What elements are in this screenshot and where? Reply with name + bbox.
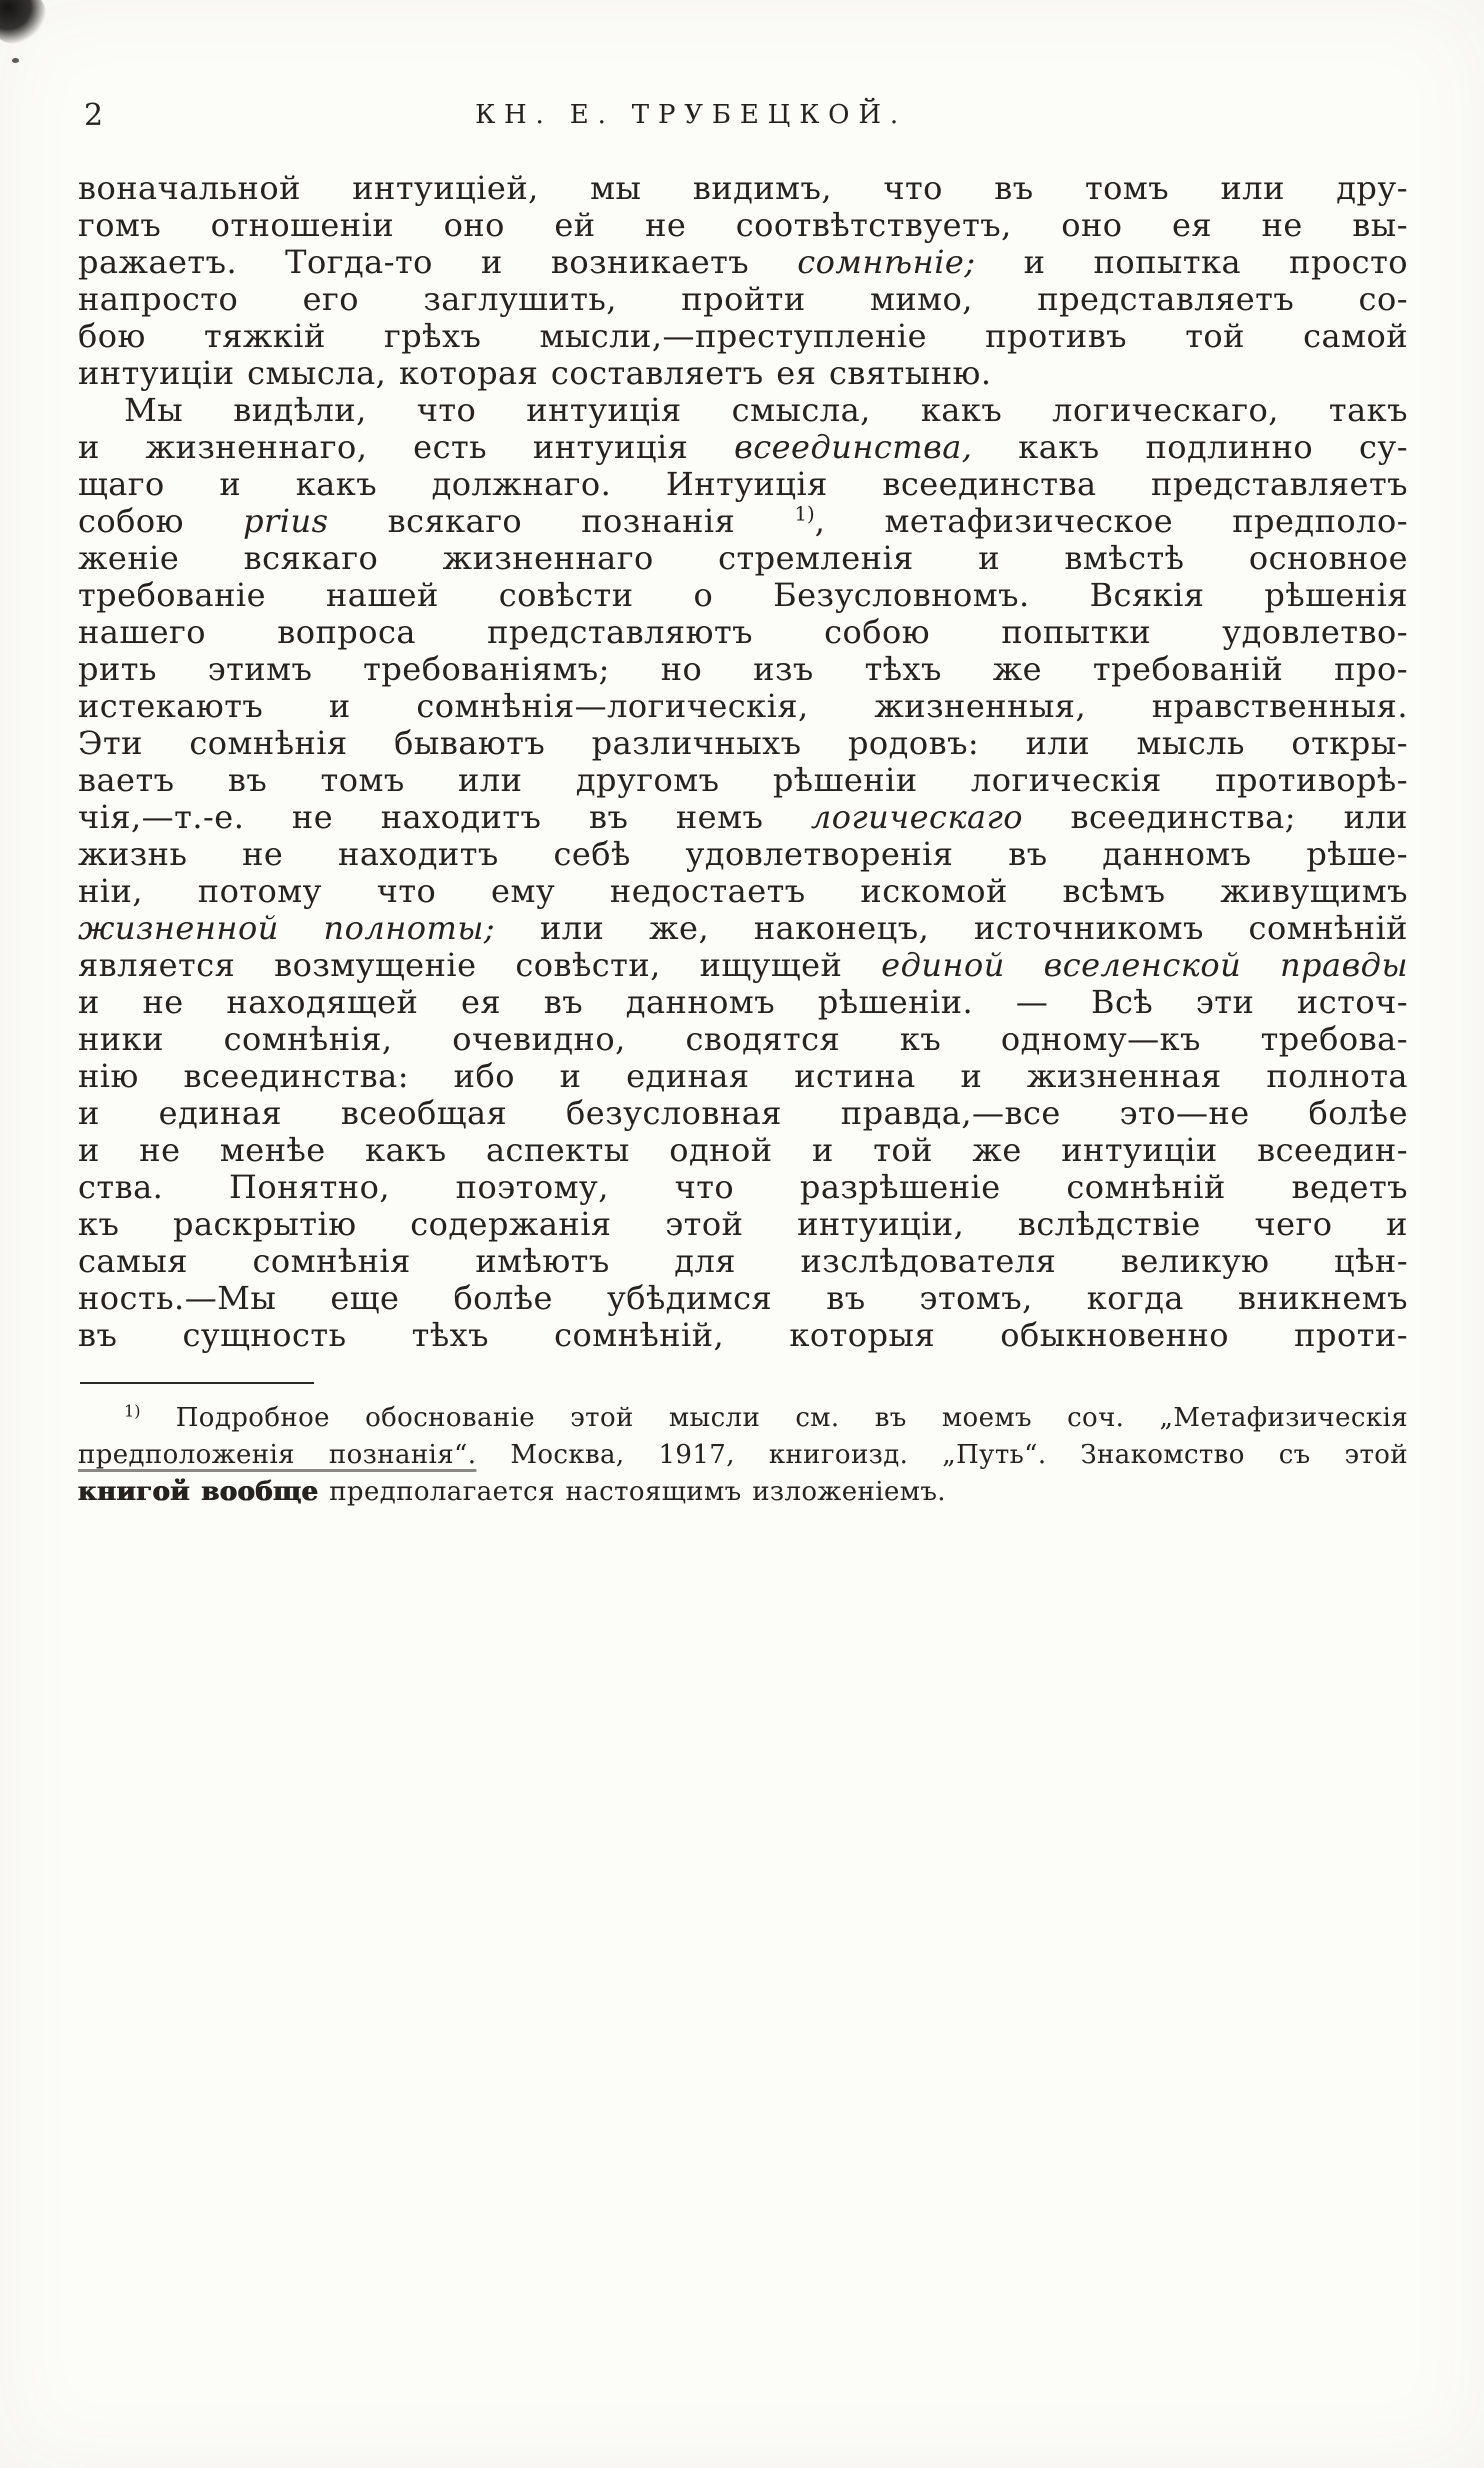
text-line [78,873,1408,910]
text-segment: сомнѣніе; [797,243,976,281]
text-segment: гомъ отношеніи оно ей не соотвѣтствуетъ, оно ея не вы- [78,206,1408,244]
text-line [78,1206,1408,1243]
text-line [78,466,1408,503]
text-segment: интуиціи смысла, которая составляетъ ея святыню. [78,354,992,392]
text-line [78,429,1408,466]
paragraph [78,392,1408,1354]
text-segment: къ раскрытію содержанія этой интуиціи, вслѣдствіе чего и [78,1205,1408,1243]
text-segment: всеединства, [734,428,973,466]
text-segment: нію всеединства: ибо и единая истина и жизненная полнота [78,1057,1408,1095]
text-line [78,1132,1408,1169]
text-segment: требованіе нашей совѣсти о Безусловномъ. Всякія рѣшенія [78,576,1408,614]
text-segment: рить этимъ требованіямъ; но изъ тѣхъ же требованій про- [78,650,1408,688]
text-segment: нашего вопроса представляютъ собою попытки удовлетво- [78,613,1408,651]
text-segment: щаго и какъ должнаго. Интуиція всеединства представляетъ [78,465,1408,503]
text-line [78,540,1408,577]
text-segment: жизнь не находитъ себѣ удовлетворенія въ данномъ рѣше- [78,835,1408,873]
text-segment: всякаго познанія [328,502,795,540]
text-segment: всеединства; или [1022,798,1408,836]
text-line [78,799,1408,836]
text-line [78,1169,1408,1206]
footnote-separator-rule [80,1382,314,1384]
footnote-ref: 1) [794,502,815,526]
text-segment: истекаютъ и сомнѣнія—логическія, жизненныя, нравственныя. [78,687,1408,725]
text-segment: ражаетъ. Тогда-то и возникаетъ [78,243,798,281]
body-text [78,170,1408,1354]
text-segment: ваетъ въ томъ или другомъ рѣшеніи логическія противорѣ- [78,761,1408,799]
text-segment: ность.—Мы еще болѣе убѣдимся въ этомъ, когда вникнемъ [78,1279,1408,1317]
text-line [78,1280,1408,1317]
footnote-lines [78,1400,1408,1511]
text-line [78,836,1408,873]
text-line [78,281,1408,318]
text-segment: какъ подлинно су- [972,428,1409,466]
text-line [78,614,1408,651]
text-line [78,762,1408,799]
text-segment: ства. Понятно, поэтому, что разрѣшеніе сомнѣній ведетъ [78,1168,1408,1206]
text-segment: ники сомнѣнія, очевидно, сводятся къ одному—къ требова- [78,1020,1408,1058]
text-segment: и не находящей ея въ данномъ рѣшеніи. — Всѣ эти источ- [78,983,1408,1021]
text-line [78,1243,1408,1280]
text-segment: ніи, потому что ему недостаетъ искомой всѣмъ живущимъ [78,872,1408,910]
text-segment: женіе всякаго жизненнаго стремленія и вмѣстѣ основное [78,539,1408,577]
text-segment: воначальной интуиціей, мы видимъ, что въ томъ или дру- [78,169,1408,207]
text-line [78,1021,1408,1058]
paragraph [78,170,1408,392]
text-line [78,1474,1408,1511]
footnote-marker: 1) [124,1401,141,1421]
text-segment: Москва, 1917, книгоизд. „Путь“. Знакомство съ этой [476,1440,1409,1470]
text-segment: логическаго [810,798,1023,836]
text-line [78,1400,1408,1437]
footnote [78,1382,1408,1511]
page-header [78,96,1408,140]
text-line [78,910,1408,947]
text-line [78,170,1408,207]
text-segment: бою тяжкій грѣхъ мысли,—преступленіе противъ той самой [78,317,1408,355]
text-segment: въ сущность тѣхъ сомнѣній, которыя обыкновенно проти- [78,1316,1408,1354]
text-segment: Подробное обоснованіе этой мысли см. въ моемъ соч. „Метафизическія [140,1403,1408,1433]
text-segment: жизненной полноты; [78,909,496,947]
text-line [78,651,1408,688]
text-segment: предполагается настоящимъ изложеніемъ. [318,1477,946,1507]
text-segment: prius [243,502,329,540]
text-segment: чія,—т.-е. не находитъ въ немъ [78,798,811,836]
text-segment: является возмущеніе совѣсти, ищущей [78,946,882,984]
text-line [78,1317,1408,1354]
text-line [78,1095,1408,1132]
text-line [78,947,1408,984]
text-line [78,688,1408,725]
text-line [78,577,1408,614]
text-line [78,355,1408,392]
text-line [78,725,1408,762]
text-segment: напросто его заглушить, пройти мимо, представляетъ со- [78,280,1408,318]
text-segment: Мы видѣли, что интуиція смысла, какъ логическаго, такъ [124,391,1408,429]
text-line [78,1437,1408,1474]
text-segment: или же, наконецъ, источникомъ сомнѣній [495,909,1408,947]
text-line [78,392,1408,429]
page-number: 2 [84,98,105,133]
text-segment: Эти сомнѣнія бываютъ различныхъ родовъ: или мысль откры- [78,724,1408,762]
text-segment: и единая всеобщая безусловная правда,—все это—не болѣе [78,1094,1408,1132]
running-title: КН. Е. ТРУБЕЦКОЙ. [475,100,907,130]
text-line [78,318,1408,355]
text-segment: и жизненнаго, есть интуиція [78,428,735,466]
text-line [78,244,1408,281]
text-segment: , метафизическое предполо- [814,502,1409,540]
text-segment: и не менѣе какъ аспекты одной и той же интуиціи всеедин- [78,1131,1408,1169]
text-line [78,503,1408,540]
text-segment: и попытка просто [975,243,1408,281]
text-segment: собою [78,502,244,540]
text-line [78,984,1408,1021]
text-segment: предположенія познанія“. [78,1440,477,1470]
text-segment: книгой вообще [78,1477,319,1507]
text-line [78,1058,1408,1095]
text-segment: единой вселенской правды [881,946,1408,984]
text-line [78,207,1408,244]
text-segment: самыя сомнѣнія имѣютъ для изслѣдователя великую цѣн- [78,1242,1408,1280]
